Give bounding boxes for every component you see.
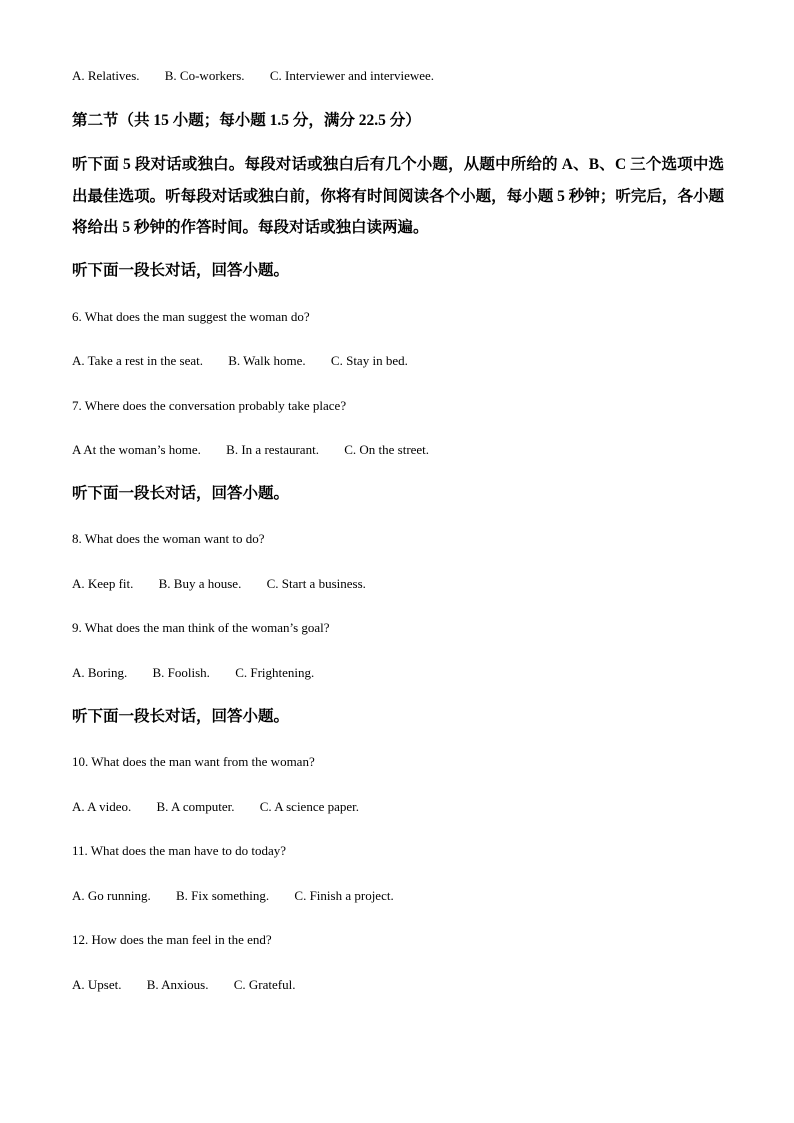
option-c: C. Frightening. bbox=[235, 665, 315, 680]
question-12-stem: 12. How does the man feel in the end? bbox=[72, 932, 272, 947]
option-b: B. Anxious. bbox=[146, 977, 209, 992]
question-7-stem: 7. Where does the conversation probably take place? bbox=[72, 398, 347, 413]
question-10-options bbox=[72, 795, 381, 819]
option-c: C. Stay in bed. bbox=[330, 353, 408, 368]
option-b: B. Foolish. bbox=[152, 665, 210, 680]
question-6-stem: 6. What does the man suggest the woman do? bbox=[72, 309, 310, 324]
option-b: B. A computer. bbox=[156, 799, 235, 814]
option-b: B. In a restaurant. bbox=[226, 442, 319, 457]
instructions: 听下面 5 段对话或独白。每段对话或独白后有几个小题，从题中所给的 A、B、C 三个选项中选出最佳选项。听每段对话或独白前，你将有时间阅读各个小题，每小题 5 秒钟；听完后，各小题将给出 5 秒钟的作答时间。每段对话或独白读两遍。 bbox=[72, 156, 724, 236]
option-b: B. Buy a house. bbox=[158, 576, 242, 591]
group-header-3: 听下面一段长对话，回答小题。 bbox=[72, 708, 290, 725]
option-c: C. Interviewer and interviewee. bbox=[269, 68, 435, 83]
option-a: A At the woman’s home. bbox=[72, 442, 201, 457]
option-a: A. A video. bbox=[72, 799, 132, 814]
option-b: B. Walk home. bbox=[228, 353, 306, 368]
section-heading: 第二节（共 15 小题；每小题 1.5 分，满分 22.5 分） bbox=[72, 112, 421, 129]
question-10-stem: 10. What does the man want from the woman? bbox=[72, 754, 315, 769]
question-12-options bbox=[72, 973, 317, 997]
option-c: C. Start a business. bbox=[266, 576, 366, 591]
option-a: A. Boring. bbox=[72, 665, 128, 680]
question-11-stem: 11. What does the man have to do today? bbox=[72, 843, 287, 858]
question-8-options bbox=[72, 572, 388, 596]
group-header-1: 听下面一段长对话，回答小题。 bbox=[72, 262, 290, 279]
group-header-2: 听下面一段长对话，回答小题。 bbox=[72, 485, 290, 502]
option-a: A. Take a rest in the seat. bbox=[72, 353, 203, 368]
question-8-stem: 8. What does the woman want to do? bbox=[72, 531, 265, 546]
question-9-options bbox=[72, 661, 336, 685]
option-c: C. Finish a project. bbox=[294, 888, 394, 903]
question-7-options bbox=[72, 438, 451, 462]
option-c: C. Grateful. bbox=[233, 977, 296, 992]
option-b: B. Co-workers. bbox=[164, 68, 245, 83]
option-c: C. On the street. bbox=[344, 442, 430, 457]
question-9-stem: 9. What does the man think of the woman’s goal? bbox=[72, 620, 330, 635]
question-6-options bbox=[72, 349, 430, 373]
option-b: B. Fix something. bbox=[175, 888, 270, 903]
question-11-options bbox=[72, 884, 416, 908]
option-line-previous-question bbox=[72, 64, 456, 88]
option-a: A. Upset. bbox=[72, 977, 122, 992]
option-a: A. Relatives. bbox=[72, 68, 140, 83]
option-a: A. Go running. bbox=[72, 888, 151, 903]
option-a: A. Keep fit. bbox=[72, 576, 134, 591]
option-c: C. A science paper. bbox=[259, 799, 360, 814]
